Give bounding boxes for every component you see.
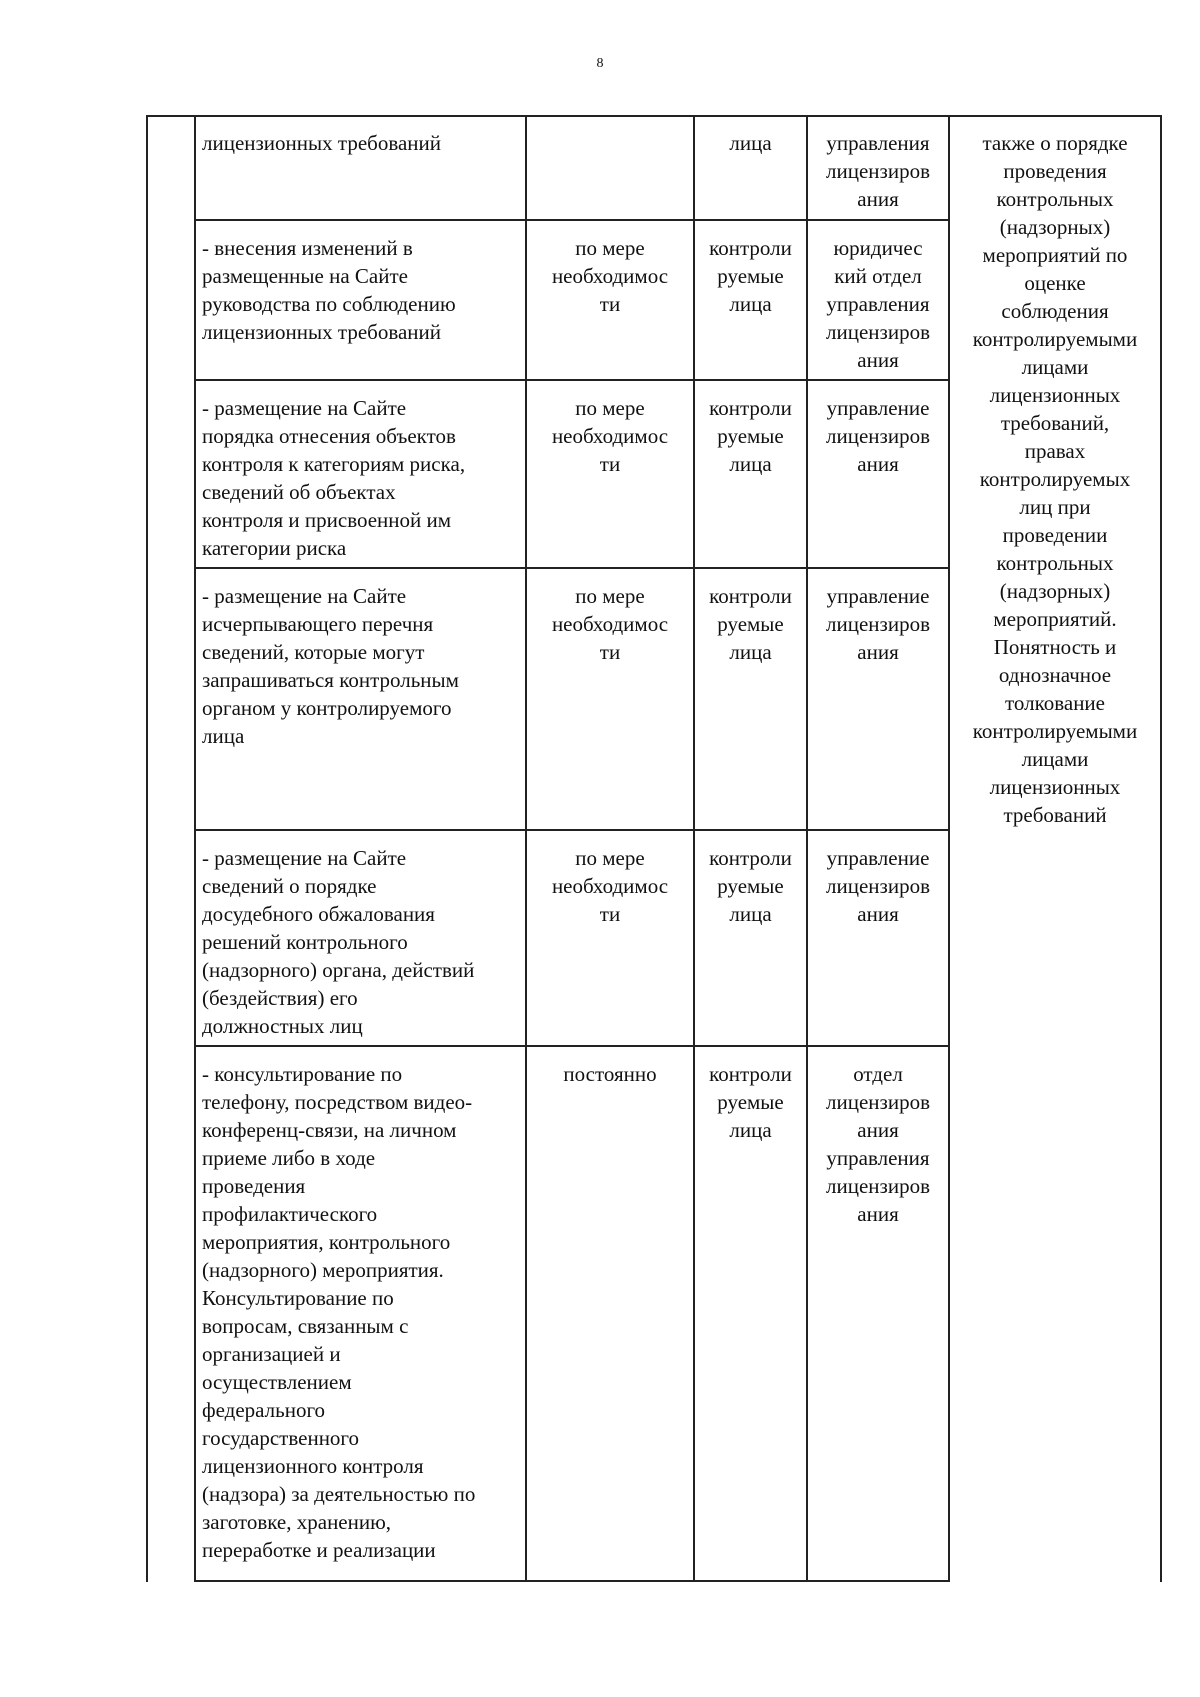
term-cell <box>527 115 693 129</box>
term-text: постоянно <box>563 1062 657 1086</box>
subjects-text: контроли руемые лица <box>709 236 792 316</box>
responsible-text: управления лицензиров ания <box>826 131 930 211</box>
term-text: по мере необходимос ти <box>551 846 669 926</box>
table-row <box>196 115 525 157</box>
responsible-cell <box>808 830 948 928</box>
measure-cell: лицензионных требований <box>202 131 441 155</box>
term-text: по мере необходимос ти <box>551 236 669 316</box>
responsible-text: юридичес кий отдел управления лицензиров ания <box>826 236 930 372</box>
table-row <box>196 568 525 750</box>
table-left-border <box>146 115 148 1582</box>
subjects-cell <box>695 115 806 157</box>
term-cell <box>527 220 693 318</box>
responsible-text: отдел лицензиров ания управления лицензиров ания <box>826 1062 930 1226</box>
measures-table <box>146 115 1162 1582</box>
term-text: по мере необходимос ти <box>551 396 669 476</box>
subjects-text: контроли руемые лица <box>709 396 792 476</box>
subjects-text: контроли руемые лица <box>709 846 792 926</box>
measure-cell: - консультирование по телефону, посредством видео- конференц-связи, на личном приеме либо в ходе проведения профилактического мероприятия, контрольного (надзорного) мероприятия. Консультирование по вопросам, связанным с организацией и осуществлением федерального государственного лицензионного контроля (надзора) за деятельностью по заготовке, хранению, переработке и реализации <box>202 1062 476 1562</box>
responsible-cell <box>808 220 948 374</box>
table-row <box>196 830 525 1040</box>
responsible-text: управление лицензиров ания <box>826 584 930 664</box>
table-right-border <box>1160 115 1162 1582</box>
table-bottom-border <box>194 1580 950 1582</box>
result-text: также о порядке проведения контрольных (надзорных) мероприятий по оценке соблюдения контролируемыми лицами лицензионных требований, правах контролируемых лиц при проведении контрольных (надзорных) мероприятий. Понятность и однозначное толкование контролируемыми лицами лицензионных требований <box>972 131 1138 827</box>
subjects-cell <box>695 830 806 928</box>
term-cell <box>527 380 693 478</box>
responsible-text: управление лицензиров ания <box>826 396 930 476</box>
term-text: по мере необходимос ти <box>551 584 669 664</box>
subjects-text: контроли руемые лица <box>709 1062 792 1142</box>
term-cell <box>527 830 693 928</box>
subjects-text: лица <box>729 131 772 155</box>
table-row <box>196 1046 525 1564</box>
subjects-cell <box>695 568 806 666</box>
term-cell <box>527 568 693 666</box>
term-cell <box>527 1046 693 1088</box>
responsible-cell <box>808 568 948 666</box>
responsible-text: управление лицензиров ания <box>826 846 930 926</box>
subjects-text: контроли руемые лица <box>709 584 792 664</box>
page-number: 8 <box>596 56 604 71</box>
responsible-cell <box>808 115 948 213</box>
result-cell <box>950 115 1160 829</box>
responsible-cell <box>808 1046 948 1228</box>
measure-cell: - внесения изменений в размещенные на Сайте руководства по соблюдению лицензионных требований <box>202 236 456 344</box>
subjects-cell <box>695 380 806 478</box>
table-row <box>196 380 525 562</box>
measure-cell: - размещение на Сайте сведений о порядке досудебного обжалования решений контрольного (надзорного) органа, действий (бездействия) его должностных лиц <box>202 846 475 1038</box>
subjects-cell <box>695 1046 806 1144</box>
measure-cell: - размещение на Сайте исчерпывающего перечня сведений, которые могут запрашиваться контрольным органом у контролируемого лица <box>202 584 459 748</box>
measure-cell: - размещение на Сайте порядка отнесения объектов контроля к категориям риска, сведений об объектах контроля и присвоенной им категории риска <box>202 396 466 560</box>
table-row <box>196 220 525 346</box>
subjects-cell <box>695 220 806 318</box>
responsible-cell <box>808 380 948 478</box>
